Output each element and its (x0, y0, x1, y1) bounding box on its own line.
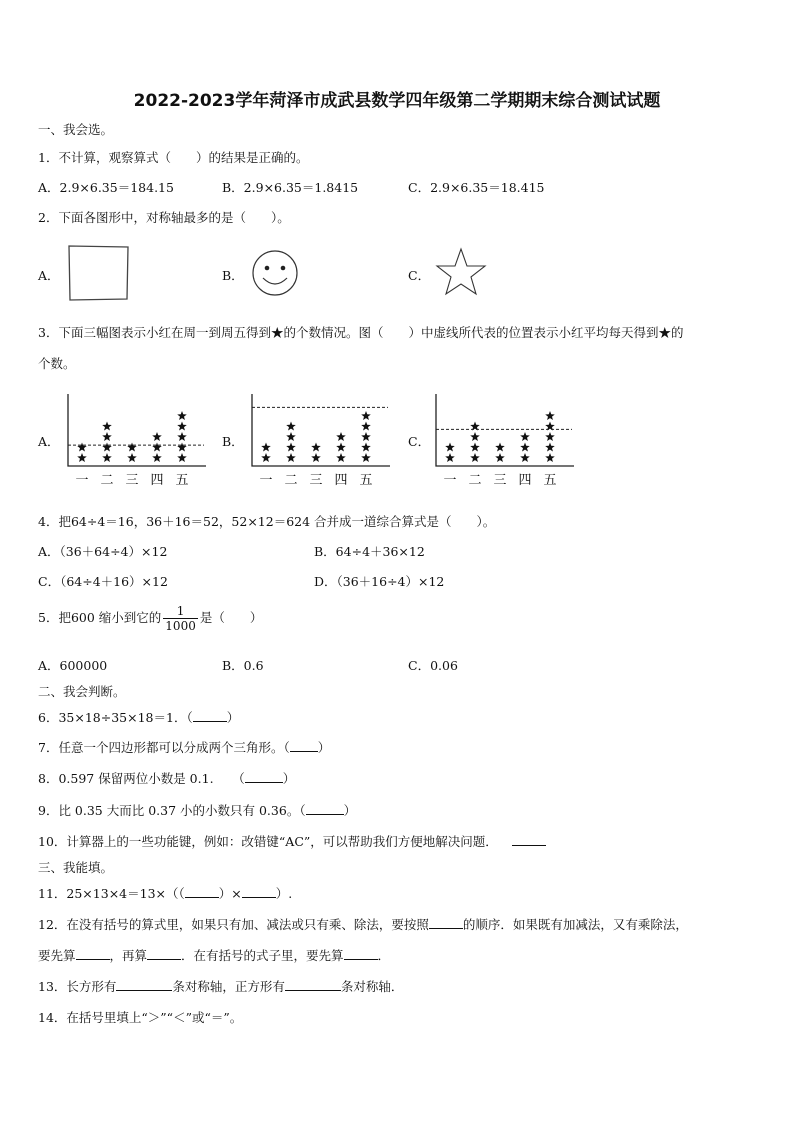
question-1-option-a: A．2.9×6.35＝184.15 (38, 180, 174, 195)
day-label: 一 (75, 473, 89, 488)
day-label: 四 (150, 473, 164, 488)
question-10-text: 10．计算器上的一些功能键，例如：改错键“AC”，可以帮助我们方便地解决问题． (38, 834, 498, 849)
star-mark (286, 453, 296, 462)
star-mark (520, 432, 530, 441)
question-9-text: 9．比 0.35 大而比 0.37 小的小数只有 0.36。（ (38, 803, 306, 818)
star-mark (286, 422, 296, 431)
question-7 (38, 738, 330, 756)
fraction-numerator: 1 (163, 604, 198, 619)
day-label: 五 (543, 473, 557, 488)
question-13-text-3: 条对称轴． (340, 979, 404, 994)
question-9-close: ） (343, 803, 357, 818)
question-5-option-a: A．600000 (38, 658, 108, 673)
chart-axis (252, 394, 390, 466)
star-mark (102, 453, 112, 462)
answer-blank[interactable] (306, 802, 344, 815)
day-label: 二 (284, 473, 298, 488)
question-14: 14．在括号里填上“＞”“＜”或“＝”。 (38, 1010, 243, 1025)
question-3-stem-line-2: 个数。 (38, 356, 76, 371)
question-5-option-c: C．0.06 (408, 658, 458, 673)
star-mark (286, 443, 296, 452)
question-5-text-pre: 5．把600 缩小到它的 (38, 610, 162, 625)
question-11-part-3: ）. (275, 886, 293, 901)
question-5-option-b: B．0.6 (222, 658, 264, 673)
page-title: 2022-2023学年菏泽市成武县数学四年级第二学期期末综合测试试题 (133, 91, 661, 111)
question-4-option-d: D．（36＋16÷4）×12 (314, 574, 445, 589)
star-mark (177, 453, 187, 462)
day-label: 二 (468, 473, 482, 488)
answer-blank[interactable] (285, 978, 341, 991)
star-pictograph-b (244, 390, 394, 496)
five-point-star-icon (434, 246, 488, 298)
star-mark (102, 432, 112, 441)
star-mark (470, 432, 480, 441)
question-3-option-b: B． (222, 434, 244, 449)
question-5-text-post: 是（ ） (199, 610, 263, 625)
section-heading-choice: 一、我会选。 (38, 122, 114, 137)
day-label: 三 (493, 473, 507, 488)
answer-blank[interactable] (512, 833, 546, 846)
star-mark (545, 453, 555, 462)
star-mark (520, 443, 530, 452)
answer-blank[interactable] (76, 947, 110, 960)
star-mark (127, 443, 137, 452)
star-mark (152, 443, 162, 452)
question-12-text-5: ．在有括号的式子里，要先算 (181, 948, 344, 963)
question-11 (38, 884, 292, 902)
day-label: 三 (309, 473, 323, 488)
smiley-face-icon (248, 248, 304, 298)
star-mark (470, 443, 480, 452)
question-11-part-2: ）× (218, 886, 242, 901)
star-mark (77, 443, 87, 452)
star-mark (261, 453, 271, 462)
square-outline-icon (64, 243, 132, 303)
question-8-close: ） (282, 771, 296, 786)
question-12-text-6: ． (377, 948, 391, 963)
star-mark (177, 411, 187, 420)
star-mark (261, 443, 271, 452)
star-mark (445, 453, 455, 462)
question-7-text: 7．任意一个四边形都可以分成两个三角形。（ (38, 740, 290, 755)
question-1-option-b: B．2.9×6.35＝1.8415 (222, 180, 359, 195)
answer-blank[interactable] (116, 978, 172, 991)
question-2-option-a: A． (38, 268, 60, 283)
question-1-stem: 1．不计算，观察算式（ ）的结果是正确的。 (38, 150, 309, 165)
day-label: 一 (259, 473, 273, 488)
question-4-stem: 4．把64÷4＝16，36＋16＝52，52×12＝624 合并成一道综合算式是（ ）。 (38, 514, 496, 529)
answer-blank[interactable] (185, 885, 219, 898)
question-8 (38, 769, 295, 787)
answer-blank[interactable] (193, 709, 227, 722)
star-mark (361, 443, 371, 452)
question-12-text-1: 12．在没有括号的算式里，如果只有加、减法或只有乘、除法，要按照 (38, 917, 429, 932)
question-2-stem: 2．下面各图形中，对称轴最多的是（ ）。 (38, 210, 290, 225)
star-mark (177, 432, 187, 441)
star-mark (520, 453, 530, 462)
question-2-option-b: B． (222, 268, 244, 283)
section-heading-judge: 二、我会判断。 (38, 684, 126, 699)
star-mark (361, 453, 371, 462)
star-mark (545, 443, 555, 452)
star-mark (102, 443, 112, 452)
chart-axis (68, 394, 206, 466)
day-label: 四 (334, 473, 348, 488)
star-mark (177, 422, 187, 431)
question-6 (38, 708, 239, 726)
question-13 (38, 977, 403, 995)
star-mark (336, 443, 346, 452)
question-13-text-1: 13．长方形有 (38, 979, 117, 994)
star-mark (311, 443, 321, 452)
section-heading-fill: 三、我能填。 (38, 860, 114, 875)
star-mark (445, 443, 455, 452)
day-label: 四 (518, 473, 532, 488)
question-2-option-c: C． (408, 268, 431, 283)
question-3-option-c: C． (408, 434, 431, 449)
star-mark (361, 411, 371, 420)
question-6-close: ） (226, 710, 240, 725)
question-1-option-c: C．2.9×6.35＝18.415 (408, 180, 545, 195)
star-mark (102, 422, 112, 431)
question-4-option-a: A．（36＋64÷4）×12 (38, 544, 168, 559)
star-mark (336, 453, 346, 462)
star-mark (152, 453, 162, 462)
question-12-line-1 (38, 915, 688, 933)
star-mark (152, 432, 162, 441)
question-4-option-c: C．（64÷4＋16）×12 (38, 574, 168, 589)
question-10 (38, 832, 546, 850)
question-12-text-3: 要先算 (38, 948, 76, 963)
day-label: 五 (175, 473, 189, 488)
day-label: 二 (100, 473, 114, 488)
star-mark (336, 432, 346, 441)
question-8-text: 8．0.597 保留两位小数是 0.1. （ (38, 771, 245, 786)
star-mark (361, 432, 371, 441)
question-5-stem (38, 604, 262, 633)
answer-blank[interactable] (147, 947, 181, 960)
star-mark (127, 453, 137, 462)
question-13-text-2: 条对称轴，正方形有 (172, 979, 285, 994)
answer-blank[interactable] (245, 770, 283, 783)
star-mark (545, 411, 555, 420)
chart-axis (436, 394, 574, 466)
answer-blank[interactable] (290, 739, 318, 752)
star-mark (77, 453, 87, 462)
star-pictograph-a (60, 390, 210, 496)
answer-blank[interactable] (344, 947, 378, 960)
question-11-part-1: 11．25×13×4＝13×（（ (38, 886, 185, 901)
star-mark (177, 443, 187, 452)
star-mark (545, 432, 555, 441)
star-mark (311, 453, 321, 462)
day-label: 三 (125, 473, 139, 488)
day-label: 五 (359, 473, 373, 488)
star-mark (361, 422, 371, 431)
question-12-line-2 (38, 946, 390, 964)
question-12-text-4: ，再算 (109, 948, 148, 963)
question-6-text: 6．35×18÷35×18＝1．（ (38, 710, 193, 725)
star-mark (495, 443, 505, 452)
answer-blank[interactable] (429, 916, 463, 929)
star-mark (495, 453, 505, 462)
star-pictograph-c (428, 390, 578, 496)
question-4-option-b: B．64÷4＋36×12 (314, 544, 425, 559)
question-9 (38, 801, 356, 819)
question-3-option-a: A． (38, 434, 60, 449)
answer-blank[interactable] (242, 885, 276, 898)
fraction-denominator: 1000 (165, 619, 196, 633)
question-12-text-2: 的顺序．如果既有加减法，又有乘除法， (462, 917, 688, 932)
question-7-close: ） (317, 740, 331, 755)
star-mark (286, 432, 296, 441)
fraction (163, 604, 198, 633)
day-label: 一 (443, 473, 457, 488)
star-mark (470, 453, 480, 462)
question-3-stem-line-1: 3．下面三幅图表示小红在周一到周五得到★的个数情况。图（ ）中虚线所代表的位置表示小红平均每天得到★的 (38, 325, 684, 340)
